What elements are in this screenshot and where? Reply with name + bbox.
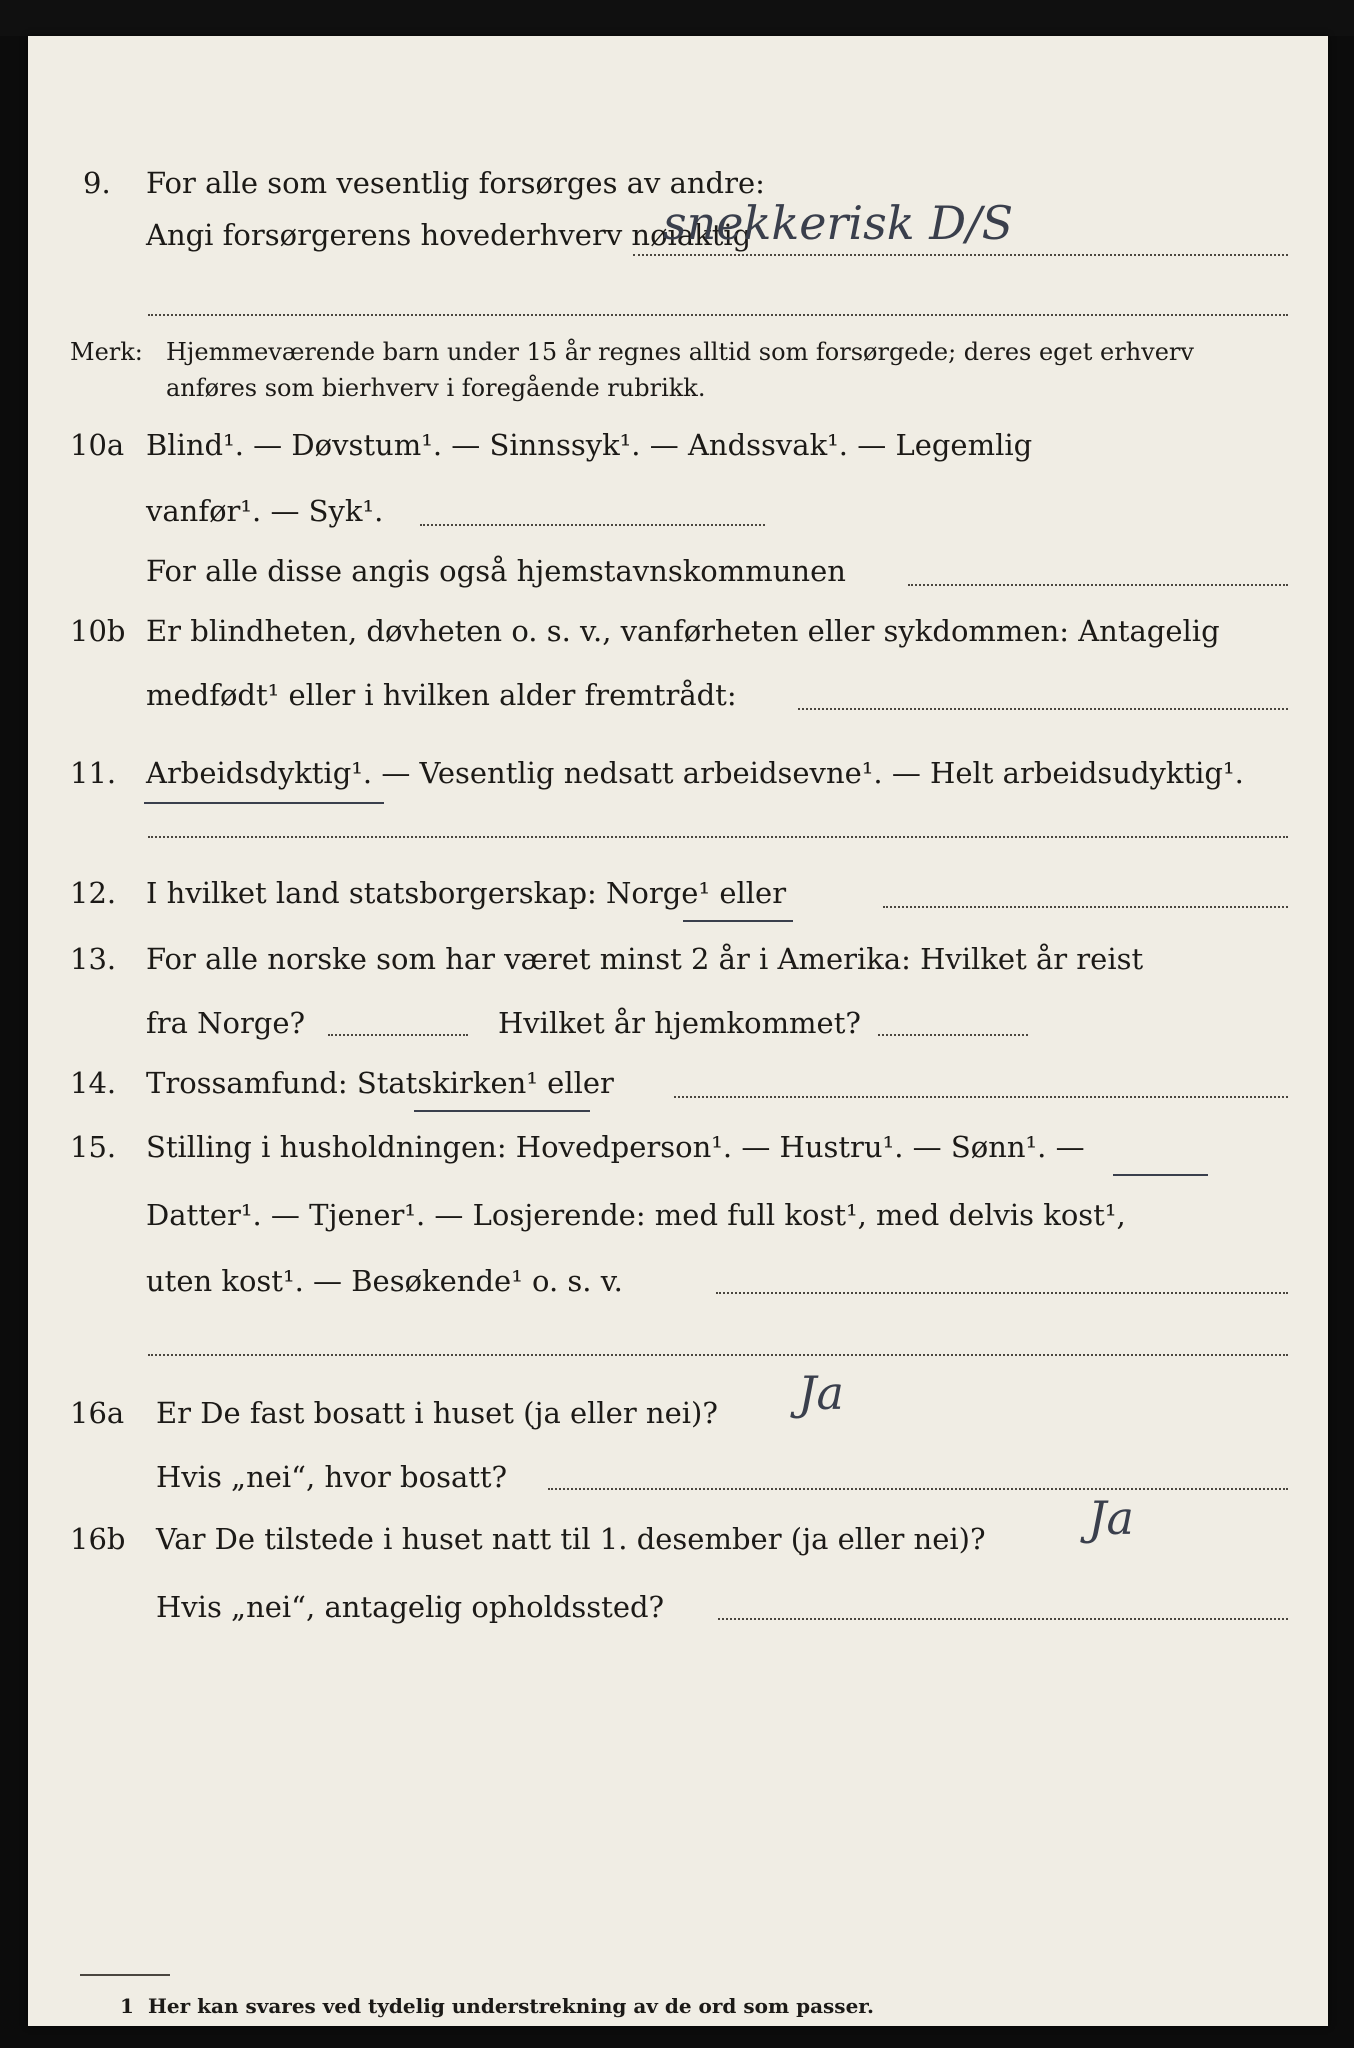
q15-line3: uten kost¹. — Besøkende¹ o. s. v.	[146, 1264, 623, 1298]
q15-answer-line	[716, 1292, 1288, 1294]
q10a-number: 10a	[70, 428, 125, 462]
q12-line1: I hvilket land statsborgerskap: Norge¹ eller	[146, 876, 787, 910]
q16a-answer-line	[548, 1488, 1288, 1490]
q10a-line2: vanfør¹. — Syk¹.	[146, 494, 384, 528]
footnote-text: Her kan svares ved tydelig understrekning av de ord som passer.	[148, 1994, 874, 2018]
merk-label: Merk:	[70, 338, 143, 366]
q13-line1: For alle norske som har været minst 2 år i Amerika: Hvilket år reist	[146, 942, 1144, 976]
q14-line1: Trossamfund: Statskirken¹ eller	[146, 1066, 614, 1100]
q10b-line1: Er blindheten, døvheten o. s. v., vanførheten eller sykdommen: Antagelig	[146, 614, 1220, 648]
q11-number: 11.	[70, 756, 117, 790]
q13-reist-line	[328, 1034, 468, 1036]
q11-underline-arbeidsdyktig	[144, 802, 384, 804]
q16b-number: 16b	[70, 1522, 126, 1556]
q10a-kommune-line	[908, 584, 1288, 586]
q15-extra-line	[148, 1354, 1288, 1356]
merk-line1: Hjemmeværende barn under 15 år regnes alltid som forsørgede; deres eget erhverv	[166, 338, 1194, 366]
q16b-answer-line	[718, 1618, 1288, 1620]
q16a-line1: Er De fast bosatt i huset (ja eller nei)?	[156, 1396, 718, 1430]
q12-number: 12.	[70, 876, 117, 910]
q10a-line3: For alle disse angis også hjemstavnskommunen	[146, 554, 846, 588]
q13-hjemkommet-line	[878, 1034, 1028, 1036]
q10b-answer-line	[798, 708, 1288, 710]
q9-answer-line	[633, 254, 1288, 256]
merk-line2: anføres som bierhverv i foregående rubrikk.	[166, 374, 706, 402]
q14-answer-line	[674, 1096, 1288, 1098]
q14-number: 14.	[70, 1066, 117, 1100]
q9-line1: For alle som vesentlig forsørges av andre:	[146, 166, 765, 200]
q16a-line2: Hvis „nei“, hvor bosatt?	[156, 1460, 508, 1494]
q10b-number: 10b	[70, 614, 126, 648]
q12-underline-norge	[683, 920, 793, 922]
q9-line2: Angi forsørgerens hovederhverv nøiaktig	[146, 218, 752, 252]
q16b-line1: Var De tilstede i huset natt til 1. desember (ja eller nei)?	[156, 1522, 986, 1556]
q9-handwritten-answer: snekkerisk D/S	[663, 196, 1014, 250]
q15-number: 15.	[70, 1130, 117, 1164]
q14-underline-statskirken	[414, 1110, 590, 1112]
q16b-line2: Hvis „nei“, antagelig opholdssted?	[156, 1590, 665, 1624]
q15-line2: Datter¹. — Tjener¹. — Losjerende: med full kost¹, med delvis kost¹,	[146, 1198, 1126, 1232]
q15-line1: Stilling i husholdningen: Hovedperson¹. — Hustru¹. — Sønn¹. —	[146, 1130, 1085, 1164]
q11-extra-line	[148, 836, 1288, 838]
q10b-line2: medfødt¹ eller i hvilken alder fremtrådt:	[146, 678, 737, 712]
q15-underline-sonn	[1113, 1174, 1208, 1176]
census-form-page	[28, 36, 1328, 2026]
q16b-handwritten-answer: Ja	[1088, 1491, 1134, 1545]
q9-number: 9.	[83, 166, 111, 200]
footnote-mark: 1	[120, 1994, 134, 2018]
q16a-handwritten-answer: Ja	[798, 1366, 844, 1420]
q13-number: 13.	[70, 942, 117, 976]
footnote-rule	[80, 1974, 170, 1976]
q11-line1: Arbeidsdyktig¹. — Vesentlig nedsatt arbeidsevne¹. — Helt arbeidsudyktig¹.	[146, 756, 1244, 790]
q12-answer-line	[883, 906, 1288, 908]
scan-top-edge	[0, 0, 1354, 36]
q10a-line1: Blind¹. — Døvstum¹. — Sinnssyk¹. — Andssvak¹. — Legemlig	[146, 428, 1033, 462]
q13-line2b: Hvilket år hjemkommet?	[498, 1006, 861, 1040]
q13-line2a: fra Norge?	[146, 1006, 306, 1040]
q16a-number: 16a	[70, 1396, 125, 1430]
q10a-syk-line	[420, 524, 765, 526]
q9-extra-line	[148, 314, 1288, 316]
